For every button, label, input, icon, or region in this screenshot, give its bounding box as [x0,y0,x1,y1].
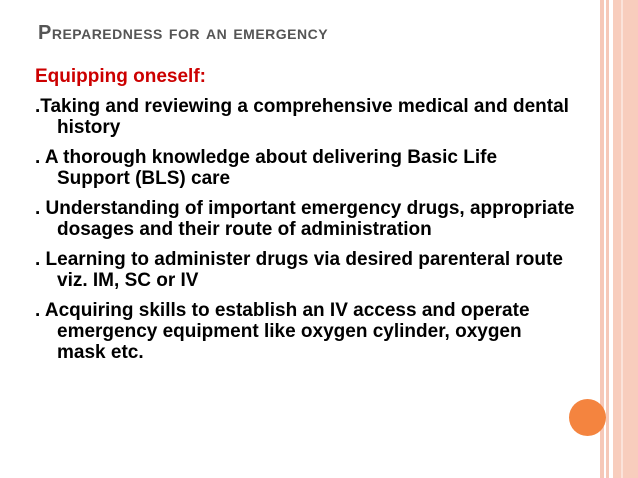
slide-title: Preparedness for an emergency [38,22,329,44]
bullet-point: . Acquiring skills to establish an IV access and operate emergency equipment like oxygen cylinder, oxygen mask etc. [35,300,530,363]
decorative-stripe [613,0,638,478]
bullet-point: . A thorough knowledge about delivering Basic Life Support (BLS) care [35,147,498,189]
slide-body [35,66,575,372]
decorative-circle [569,399,606,436]
decorative-stripe [606,0,609,478]
bullet-point: .Taking and reviewing a comprehensive medical and dental history [35,96,569,138]
section-heading: Equipping oneself: [35,66,206,87]
bullet-point: . Understanding of important emergency drugs, appropriate dosages and their route of administration [35,198,575,240]
decorative-stripe [621,0,623,478]
bullet-point: . Learning to administer drugs via desired parenteral route viz. IM, SC or IV [35,249,563,291]
